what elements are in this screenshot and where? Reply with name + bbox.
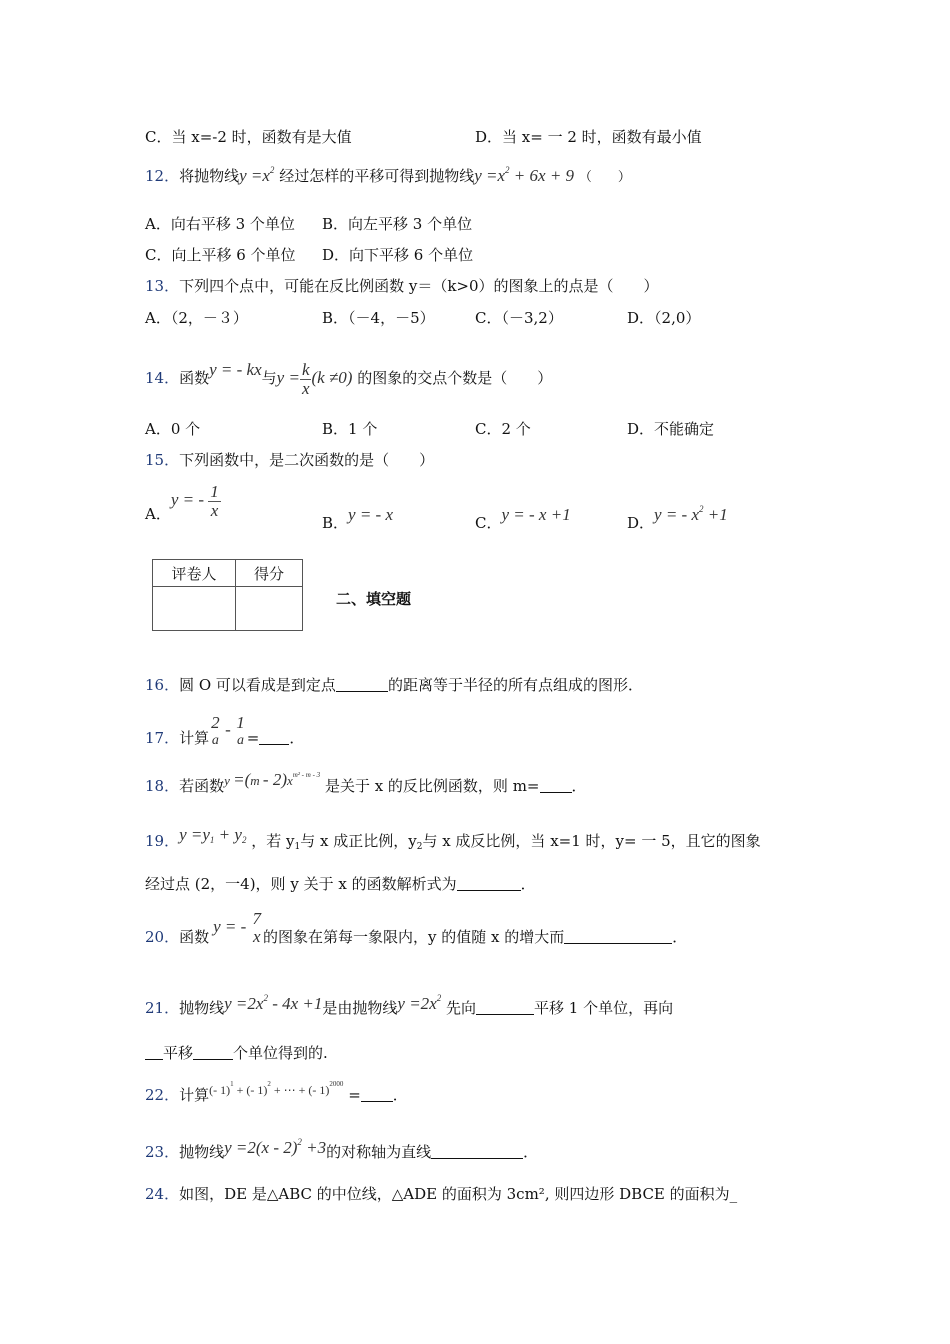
question-text: 是由抛物线 (322, 999, 398, 1017)
question-number: 22． (145, 1086, 180, 1104)
question-text: 抛物线 (179, 999, 225, 1017)
question-20 (145, 907, 687, 957)
score-cell[interactable] (236, 587, 303, 631)
question-number: 13． (145, 277, 180, 295)
question-text: 抛物线 (179, 1143, 225, 1161)
question-number: 17． (145, 729, 180, 747)
question-22 (145, 1080, 408, 1105)
formula: $y =x^2 + 6x + 9$ (474, 165, 575, 185)
question-19-line2 (145, 874, 536, 894)
question-number: 15． (145, 451, 180, 469)
question-text: ． (672, 928, 688, 946)
question-text: 若函数 (179, 777, 225, 795)
question-number: 14． (145, 369, 180, 387)
question-16 (145, 675, 643, 695)
q11-option-c: C．当 x=-2 时，函数有是大值 (145, 128, 352, 146)
answer-blank[interactable] (457, 876, 521, 891)
q15-option-c (475, 505, 571, 533)
question-number: 21． (145, 999, 180, 1017)
question-number: 16． (145, 676, 180, 694)
question-text: 先向 (446, 999, 477, 1017)
question-text: 如图，DE 是△ABC 的中位线，△ADE 的面积为 3cm², 则四边形 DBCE 的面积为_ (179, 1185, 738, 1203)
question-text: 圆 O 可以看成是到定点 (179, 676, 336, 694)
option-label: A． (145, 505, 171, 523)
question-text: ，若 y (251, 832, 295, 850)
question-number: 20． (145, 928, 180, 946)
question-13 (145, 276, 659, 296)
q12-option-a: A．向右平移 3 个单位 (145, 215, 295, 233)
question-14 (145, 352, 552, 398)
option-label: C． (475, 514, 502, 532)
q11-option-d: D．当 x= 一 2 时，函数有最小值 (475, 128, 702, 146)
formula: $y =(m - 2)x^{m^2 - m - 3}$ (224, 770, 321, 789)
answer-paren: （ ） (578, 170, 631, 185)
q15-option-d (627, 505, 728, 533)
formula: y = - $\frac{1}{x}$ (170, 481, 219, 520)
question-24 (145, 1184, 737, 1204)
formula: y = - $x^2 +1$ (654, 504, 728, 524)
formula: (- 1)1 + (- 1)2 + ⋯ + (- 1)2000 (209, 1080, 344, 1097)
q12-option-d: D．向下平移 6 个单位 (322, 246, 474, 264)
question-19: 19．$y =y_1 + y_2$ ，若 $y_1$与 x 成正比例，$y_2$与 x 成反比例，当 x=1 时，y= 一 5，且它的图象 (145, 825, 761, 852)
question-17 (145, 712, 304, 756)
option-label: B． (322, 514, 349, 532)
answer-blank[interactable] (564, 929, 672, 944)
question-23 (145, 1138, 538, 1162)
question-text: ． (289, 729, 305, 747)
q14-option-a: A．0 个 (145, 420, 201, 438)
question-21-line2 (145, 1043, 328, 1063)
question-number: 19． (145, 832, 180, 850)
q13-option-d: D．（2,0） (627, 309, 701, 327)
option-label: D． (627, 514, 655, 532)
question-text: ． (520, 875, 536, 893)
formula: $y =2x^2$ (397, 993, 442, 1013)
question-text: 是关于 x 的反比例函数，则 m= (324, 777, 540, 795)
question-text: 的距离等于半径的所有点组成的图形． (387, 676, 643, 694)
q14-option-c: C．2 个 (475, 420, 531, 438)
formula: y =2(x - 2)$^2$ +3 (224, 1137, 327, 1157)
question-text: ． (523, 1143, 539, 1161)
question-text: 计算 (179, 729, 210, 747)
formula: 2 a - 1 a (211, 712, 245, 748)
question-text: 下列函数中，是二次函数的是（ ） (179, 451, 435, 469)
formula: y = - kx (209, 360, 262, 379)
question-text: 平移 (163, 1044, 194, 1062)
question-text: 与 x 成正比例，y (300, 832, 417, 850)
formula: y = - 7 x (213, 909, 262, 947)
q15-option-b (322, 505, 393, 533)
question-number: 12． (145, 167, 180, 185)
grader-header: 评卷人 (153, 560, 236, 587)
formula: $y =x^2$ (239, 165, 275, 185)
answer-blank[interactable] (336, 677, 388, 692)
formula: $y =y_1 + y_2$ (179, 825, 247, 845)
question-12 (145, 166, 631, 188)
question-text: ． (571, 777, 587, 795)
question-text: 经过点 (2，一4)，则 y 关于 x 的函数解析式为 (145, 875, 457, 893)
question-text: ． (392, 1086, 408, 1104)
q13-option-c: C．（－3,2） (475, 309, 563, 327)
question-text: 计算 (179, 1086, 210, 1104)
score-header: 得分 (236, 560, 303, 587)
answer-blank[interactable] (259, 730, 289, 745)
q12-option-b: B．向左平移 3 个单位 (322, 215, 473, 233)
question-21 (145, 994, 673, 1018)
answer-blank[interactable] (476, 1000, 534, 1015)
question-text: 下列四个点中，可能在反比例函数 y＝（k>0）的图象上的点是（ ） (179, 277, 659, 295)
question-text: 平移 1 个单位，再向 (534, 999, 674, 1017)
q15-option-a (145, 482, 221, 532)
answer-blank[interactable] (540, 778, 572, 793)
question-text: 个单位得到的. (233, 1044, 328, 1062)
formula: y = - x (348, 505, 394, 524)
question-text: 将抛物线 (179, 167, 240, 185)
q13-option-a: A．（2，－３） (145, 309, 248, 327)
question-text: 的图象在第每一象限内，y 的值随 x 的增大而 (263, 928, 565, 946)
question-number: 18． (145, 777, 180, 795)
formula: $y =2x^2 - 4x +1$ (224, 993, 323, 1013)
q14-option-b: B．1 个 (322, 420, 378, 438)
question-18 (145, 770, 587, 796)
section-title: 二、填空题 (336, 590, 412, 608)
question-number: 24． (145, 1185, 180, 1203)
question-text: 与 x 成反比例，当 x=1 时，y= 一 5，且它的图象 (422, 832, 761, 850)
question-text: = (246, 729, 260, 747)
question-text: = (348, 1086, 361, 1104)
answer-blank[interactable] (145, 1045, 163, 1060)
question-text: 的图象的交点个数是（ ） (357, 369, 553, 387)
question-text: 函数 (179, 369, 210, 387)
q12-option-c: C．向上平移 6 个单位 (145, 246, 296, 264)
grader-cell[interactable] (153, 587, 236, 631)
question-text: 的对称轴为直线 (326, 1143, 432, 1161)
q14-option-d: D．不能确定 (627, 420, 715, 438)
question-text: 经过怎样的平移可得到抛物线 (279, 167, 475, 185)
question-text: 函数 (179, 928, 210, 946)
formula: y = - x +1 (501, 505, 571, 524)
answer-blank[interactable] (193, 1045, 233, 1060)
question-text: 与 (261, 369, 277, 387)
question-15 (145, 450, 434, 470)
q13-option-b: B．（－4，－5） (322, 309, 435, 327)
answer-blank[interactable] (431, 1144, 523, 1159)
formula: y = $\frac{k}{x}$ (k ≠0) (276, 359, 353, 398)
answer-blank[interactable] (361, 1087, 393, 1102)
question-number: 23． (145, 1143, 180, 1161)
score-table (152, 559, 303, 631)
